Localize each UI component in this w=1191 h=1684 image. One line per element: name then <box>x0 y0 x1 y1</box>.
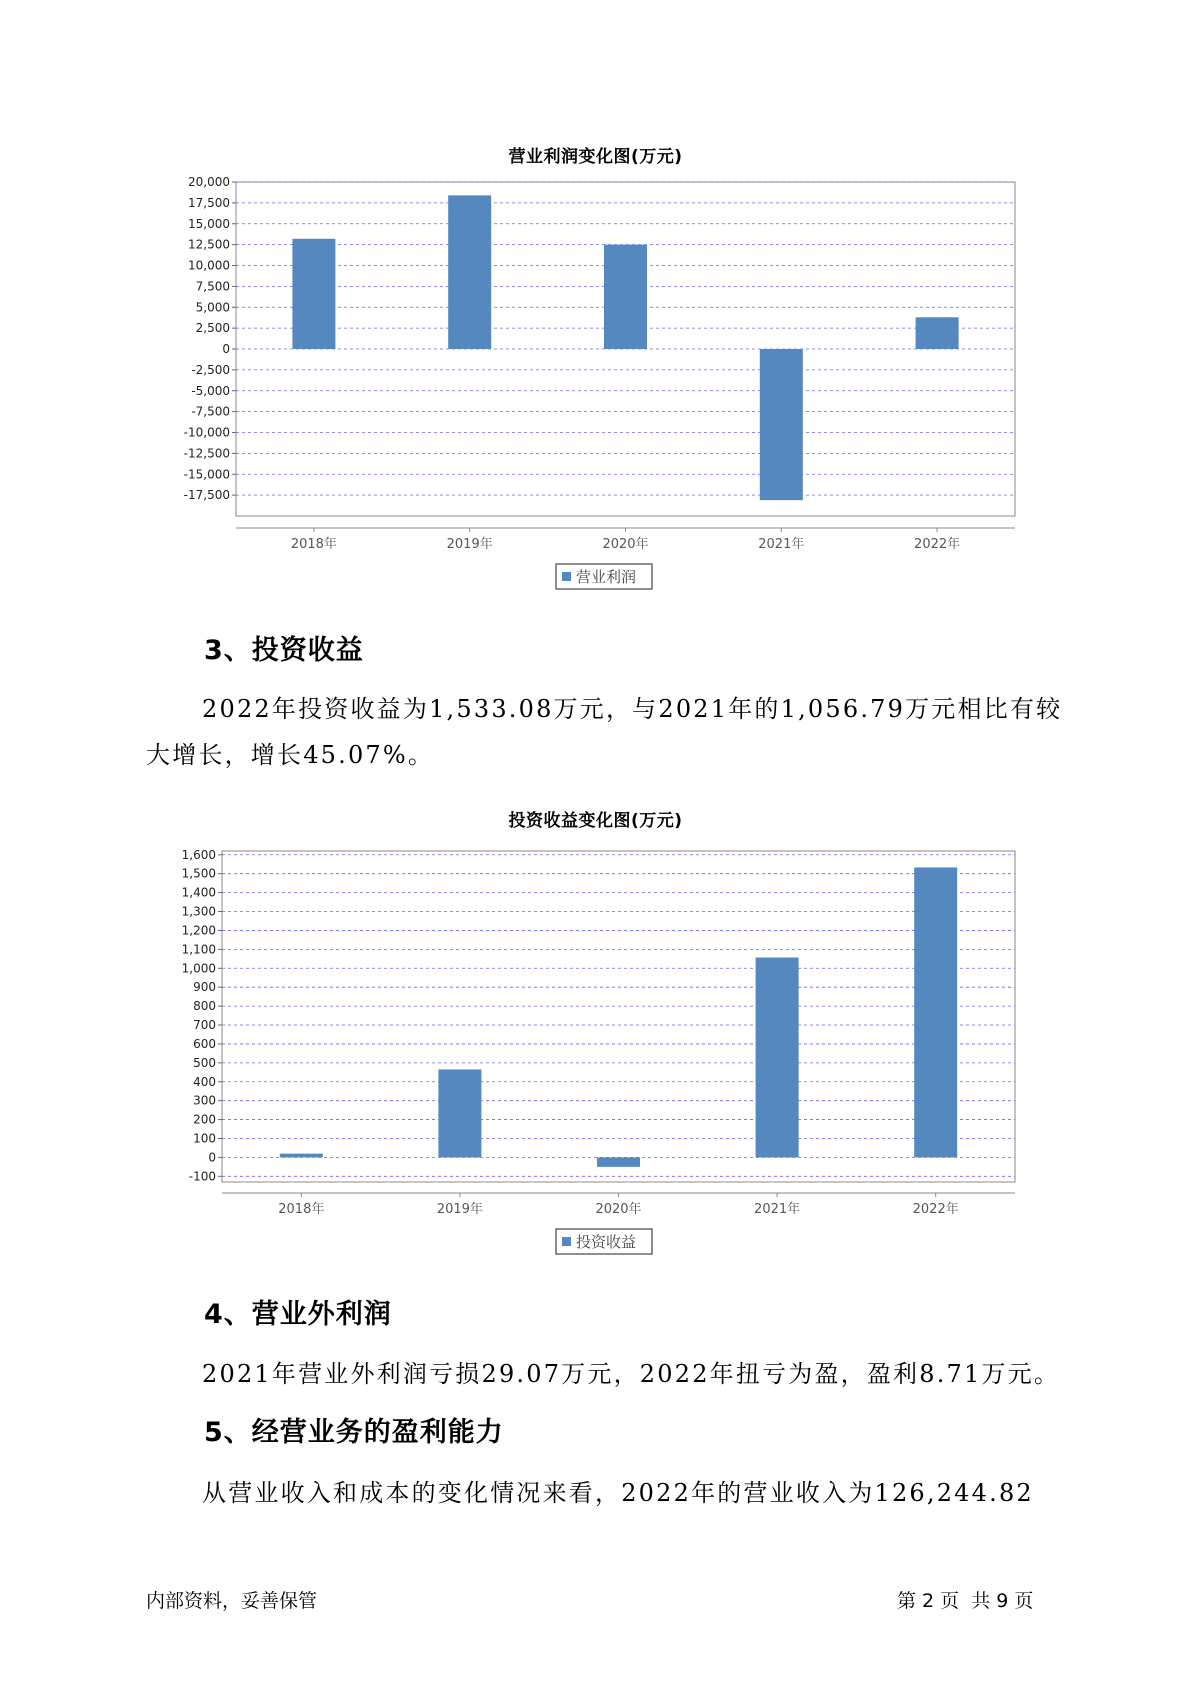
section3-paragraph-line1: 2022年投资收益为1,533.08万元，与2021年的1,056.79万元相比有较 <box>202 695 1063 723</box>
footer-confidential-note: 内部资料，妥善保管 <box>146 1590 318 1612</box>
y-tick-label: 5,000 <box>195 300 230 315</box>
chart2-title: 投资收益变化图(万元) <box>508 811 683 831</box>
bar <box>914 867 957 1157</box>
x-tick-label: 2018年 <box>290 537 337 552</box>
x-tick-label: 2018年 <box>278 1202 325 1217</box>
y-tick-label: -10,000 <box>183 425 230 440</box>
x-tick-label: 2022年 <box>912 1202 959 1217</box>
y-tick-label: 1,300 <box>181 904 216 919</box>
x-tick-label: 2020年 <box>602 537 649 552</box>
bar <box>604 245 647 349</box>
y-tick-label: 300 <box>193 1093 216 1108</box>
section4-heading: 4、营业外利润 <box>204 1299 392 1330</box>
x-tick-label: 2021年 <box>754 1202 801 1217</box>
y-tick-label: 15,000 <box>188 216 230 231</box>
y-tick-label: 0 <box>222 342 230 356</box>
y-tick-label: 400 <box>193 1074 216 1089</box>
y-tick-label: -2,500 <box>191 362 230 377</box>
bar <box>597 1157 640 1166</box>
y-tick-label: 1,100 <box>181 942 216 957</box>
bar <box>438 1069 481 1157</box>
y-tick-label: 200 <box>193 1112 216 1127</box>
x-tick-label: 2022年 <box>914 537 961 552</box>
legend-swatch <box>562 572 571 581</box>
y-tick-label: 17,500 <box>188 195 230 210</box>
bar <box>448 195 491 349</box>
y-tick-label: 0 <box>208 1150 216 1165</box>
bar <box>280 1154 323 1158</box>
operating-profit-chart <box>0 130 1191 590</box>
legend-label: 营业利润 <box>576 568 637 586</box>
y-tick-label: 7,500 <box>195 279 230 294</box>
bar <box>916 317 959 349</box>
section5-heading: 5、经营业务的盈利能力 <box>204 1417 504 1448</box>
y-tick-label: 20,000 <box>188 175 230 189</box>
section5-paragraph: 从营业收入和成本的变化情况来看，2022年的营业收入为126,244.82 <box>202 1479 1034 1507</box>
y-tick-label: -12,500 <box>183 446 230 461</box>
y-tick-label: 12,500 <box>188 237 230 252</box>
legend-swatch <box>562 1237 571 1246</box>
x-tick-label: 2021年 <box>758 537 805 552</box>
y-tick-label: 1,600 <box>181 847 216 862</box>
x-tick-label: 2020年 <box>595 1202 642 1217</box>
y-tick-label: 2,500 <box>195 321 230 336</box>
y-tick-label: 100 <box>193 1131 216 1146</box>
y-tick-label: -100 <box>188 1169 216 1184</box>
x-tick-label: 2019年 <box>436 1202 483 1217</box>
y-tick-label: -15,000 <box>183 467 230 482</box>
y-tick-label: 1,500 <box>181 866 216 881</box>
footer-page-number: 第 2 页 共 9 页 <box>897 1590 1034 1612</box>
bar <box>292 239 335 349</box>
x-tick-label: 2019年 <box>446 537 493 552</box>
section3-paragraph-line2: 大增长，增长45.07%。 <box>146 741 435 769</box>
bar <box>760 349 803 500</box>
y-tick-label: 800 <box>193 999 216 1014</box>
y-tick-label: 900 <box>193 980 216 995</box>
y-tick-label: 700 <box>193 1018 216 1033</box>
y-tick-label: -17,500 <box>183 488 230 503</box>
y-tick-label: -7,500 <box>191 404 230 419</box>
y-tick-label: -5,000 <box>191 383 230 398</box>
chart1-title: 营业利润变化图(万元) <box>508 147 683 167</box>
section4-paragraph: 2021年营业外利润亏损29.07万元，2022年扭亏为盈，盈利8.71万元。 <box>202 1360 1061 1388</box>
section3-heading: 3、投资收益 <box>204 635 364 666</box>
y-tick-label: 1,200 <box>181 923 216 938</box>
plot-area <box>222 851 1015 1182</box>
legend-label: 投资收益 <box>576 1233 637 1251</box>
y-tick-label: 500 <box>193 1055 216 1070</box>
bar <box>756 958 799 1158</box>
y-tick-label: 10,000 <box>188 258 230 273</box>
investment-income-chart <box>0 800 1191 1251</box>
y-tick-label: 1,000 <box>181 961 216 976</box>
y-tick-label: 600 <box>193 1036 216 1051</box>
y-tick-label: 1,400 <box>181 885 216 900</box>
